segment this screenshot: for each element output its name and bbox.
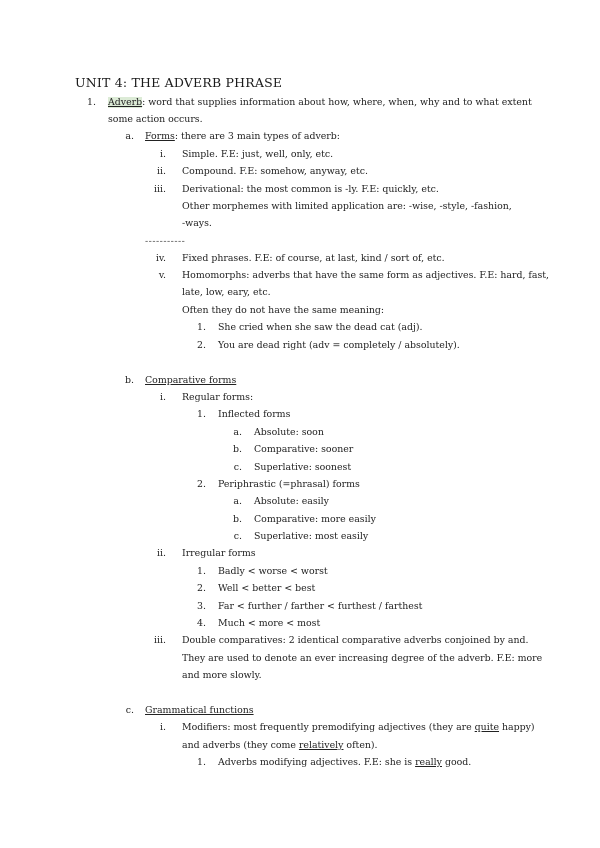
example-item: She cried when she saw the dead cat (adj). xyxy=(218,322,423,333)
list-roman: ii. xyxy=(157,166,166,177)
section-heading: Grammatical functions xyxy=(145,705,254,716)
sub-letter: b. xyxy=(233,514,242,525)
list-item xyxy=(182,722,535,734)
section-heading-rest: : there are 3 main types of adverb: xyxy=(174,131,340,142)
list-item: Simple. F.E: just, well, only, etc. xyxy=(182,149,334,160)
list-roman: iv. xyxy=(155,253,166,264)
underlined-word: relatively xyxy=(298,740,344,751)
underlined-word: quite xyxy=(474,722,500,733)
sub-number: 4. xyxy=(197,618,206,629)
section-heading-line xyxy=(145,131,340,143)
list-item-continuation: They are used to denote an ever increasing degree of the adverb. F.E: more xyxy=(182,653,543,664)
sub-letter: a. xyxy=(233,427,242,438)
sub-letter: b. xyxy=(233,444,242,455)
sub-number: 2. xyxy=(197,479,206,490)
sub-item: Inflected forms xyxy=(218,409,291,420)
sub-item xyxy=(218,757,471,769)
sub-item: Periphrastic (=phrasal) forms xyxy=(218,479,360,490)
underlined-word: really xyxy=(415,757,442,768)
sub-item: Much < more < most xyxy=(218,618,321,629)
sub-letter: a. xyxy=(233,496,242,507)
list-item-continuation xyxy=(182,740,378,752)
list-item: Homomorphs: adverbs that have the same form as adjectives. F.E: hard, fast, xyxy=(182,270,550,281)
example-number: 1. xyxy=(197,322,206,333)
sub-sub-item: Comparative: more easily xyxy=(254,514,376,525)
list-roman: ii. xyxy=(157,548,166,559)
list-roman: i. xyxy=(160,149,166,160)
definition-text: : word that supplies information about how, where, when, why and to what extent xyxy=(142,97,532,108)
list-roman: v. xyxy=(158,270,166,281)
section-heading: Forms xyxy=(145,131,175,142)
sub-item: Well < better < best xyxy=(218,583,316,594)
sub-number: 3. xyxy=(197,601,206,612)
example-item: You are dead right (adv = completely / absolutely). xyxy=(218,340,460,351)
list-item: Derivational: the most common is -ly. F.E: quickly, etc. xyxy=(182,184,439,195)
sub-item: Badly < worse < worst xyxy=(218,566,328,577)
highlighted-term: Adverb xyxy=(108,97,143,108)
list-letter: c. xyxy=(125,705,134,716)
example-number: 2. xyxy=(197,340,206,351)
definition-continuation: some action occurs. xyxy=(108,114,203,125)
list-item-continuation: late, low, eary, etc. xyxy=(182,287,271,298)
list-roman: i. xyxy=(160,392,166,403)
divider-dashes: ----------- xyxy=(145,236,186,247)
list-roman: iii. xyxy=(154,635,166,646)
list-item: Double comparatives: 2 identical comparative adverbs conjoined by and. xyxy=(182,635,529,646)
list-number: 1. xyxy=(87,97,96,108)
page-title: UNIT 4: THE ADVERB PHRASE xyxy=(75,75,283,90)
definition-line xyxy=(108,97,532,109)
sub-number: 1. xyxy=(197,757,206,768)
section-heading: Comparative forms xyxy=(145,375,237,386)
sub-sub-item: Absolute: soon xyxy=(254,427,324,438)
text-run: and adverbs (they come xyxy=(182,740,299,751)
list-roman: i. xyxy=(160,722,166,733)
sub-number: 1. xyxy=(197,409,206,420)
sub-letter: c. xyxy=(233,531,242,542)
list-item: Compound. F.E: somehow, anyway, etc. xyxy=(182,166,368,177)
list-item-continuation: -ways. xyxy=(182,218,212,229)
list-item-note: Often they do not have the same meaning: xyxy=(182,305,385,316)
sub-sub-item: Comparative: sooner xyxy=(254,444,354,455)
list-letter: a. xyxy=(125,131,134,142)
sub-number: 1. xyxy=(197,566,206,577)
sub-sub-item: Absolute: easily xyxy=(254,496,329,507)
list-letter: b. xyxy=(125,375,134,386)
text-run: good. xyxy=(441,757,472,768)
list-item: Regular forms: xyxy=(182,392,254,403)
list-item: Irregular forms xyxy=(182,548,256,559)
text-run: Modifiers: most frequently premodifying adjectives (they are xyxy=(182,722,475,733)
sub-number: 2. xyxy=(197,583,206,594)
sub-sub-item: Superlative: soonest xyxy=(254,462,352,473)
sub-letter: c. xyxy=(233,462,242,473)
list-item: Fixed phrases. F.E: of course, at last, kind / sort of, etc. xyxy=(182,253,445,264)
sub-sub-item: Superlative: most easily xyxy=(254,531,369,542)
text-run: happy) xyxy=(499,722,535,733)
list-roman: iii. xyxy=(154,184,166,195)
text-run: Adverbs modifying adjectives. F.E: she is xyxy=(218,757,416,768)
list-item-continuation: and more slowly. xyxy=(182,670,262,681)
sub-item: Far < further / farther < furthest / farthest xyxy=(218,601,423,612)
list-item-continuation: Other morphemes with limited application are: -wise, -style, -fashion, xyxy=(182,201,512,212)
text-run: often). xyxy=(343,740,378,751)
